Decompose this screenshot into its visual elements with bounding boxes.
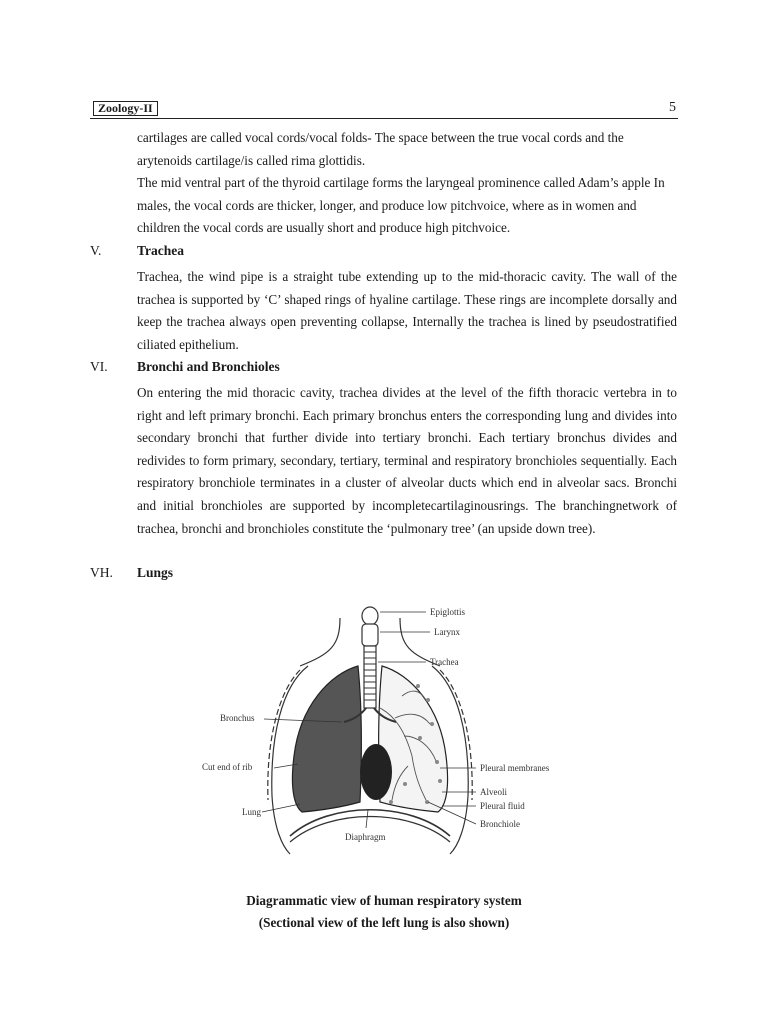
respiratory-diagram-svg: [190, 596, 570, 858]
neck-outline-left: [300, 618, 340, 666]
label-pleural-fluid: Pleural fluid: [480, 801, 525, 811]
paragraph-bronchi: On entering the mid thoracic cavity, trachea divides at the level of the fifth thoracic vertebra in to right and left primary bronchi. Each primary bronchus enters the corresponding lung and divides into secondary bronchi that further divide into tertiary bronchi. Each tertiary bronchus divides and redivides to form primary, secondary, tertiary, terminal and respiratory bronchioles sequentially. Each respiratory bronchiole terminates in a cluster of alveolar ducts which end in alveolar sacs. Bronchi and initial bronchioles are supported by incompletecartilaginousrings. The branchingnetwork of trachea, bronchi and bronchioles constitute the ‘pulmonary tree’ (an upside down tree).: [137, 385, 677, 536]
section-title: Lungs: [137, 565, 174, 580]
respiratory-system-diagram: [190, 596, 570, 858]
label-lung: Lung: [242, 807, 261, 817]
page-header: [90, 100, 678, 119]
label-bronchus: Bronchus: [220, 713, 255, 723]
section-heading-bronchi: [90, 358, 280, 376]
heart-shape: [360, 744, 392, 800]
label-epiglottis: Epiglottis: [430, 607, 466, 617]
label-larynx: Larynx: [434, 627, 460, 637]
label-trachea: Trachea: [430, 657, 459, 667]
section-heading-lungs: [90, 564, 173, 582]
epiglottis-shape: [362, 607, 378, 625]
figure-caption-line1: Diagrammatic view of human respiratory system: [246, 893, 522, 908]
section-title: Bronchi and Bronchioles: [137, 359, 280, 374]
paragraph-trachea: Trachea, the wind pipe is a straight tube extending up to the mid-thoracic cavity. The wall of the trachea is supported by ‘C’ shaped rings of hyaline cartilage. These rings are incomplete dorsally and keep the trachea always open preventing collapse, Internally the trachea is lined by pseudostratified ciliated epithelium.: [137, 269, 677, 352]
label-bronchiole: Bronchiole: [480, 819, 520, 829]
section-heading-trachea: [90, 242, 184, 260]
label-diaphragm: Diaphragm: [345, 832, 386, 842]
section-number: VH.: [90, 565, 113, 580]
page-number: 5: [669, 100, 676, 115]
label-pleural-membranes: Pleural membranes: [480, 763, 550, 773]
lung-solid: [292, 666, 361, 812]
paragraph-vocal-cords: cartilages are called vocal cords/vocal folds- The space between the true vocal cords and the arytenoids cartilage/is called rima glottidis.: [137, 130, 624, 168]
trachea-shape: [364, 646, 376, 708]
larynx-shape: [362, 624, 378, 646]
label-cut-end-of-rib: Cut end of rib: [202, 762, 253, 772]
section-number: V.: [90, 243, 102, 258]
paragraph-adams-apple: The mid ventral part of the thyroid cartilage forms the laryngeal prominence called Adam’s apple In males, the vocal cords are thicker, longer, and produce low pitchvoice, where as in women and children the vocal cords are usually short and produce high pitchvoice.: [137, 175, 665, 236]
lung-sectioned: [379, 666, 448, 812]
label-alveoli: Alveoli: [480, 787, 507, 797]
section-number: VI.: [90, 359, 108, 374]
figure-caption-line2: (Sectional view of the left lung is also shown): [258, 915, 510, 930]
section-title: Trachea: [137, 243, 184, 258]
subject-tag: Zoology-II: [93, 101, 158, 116]
